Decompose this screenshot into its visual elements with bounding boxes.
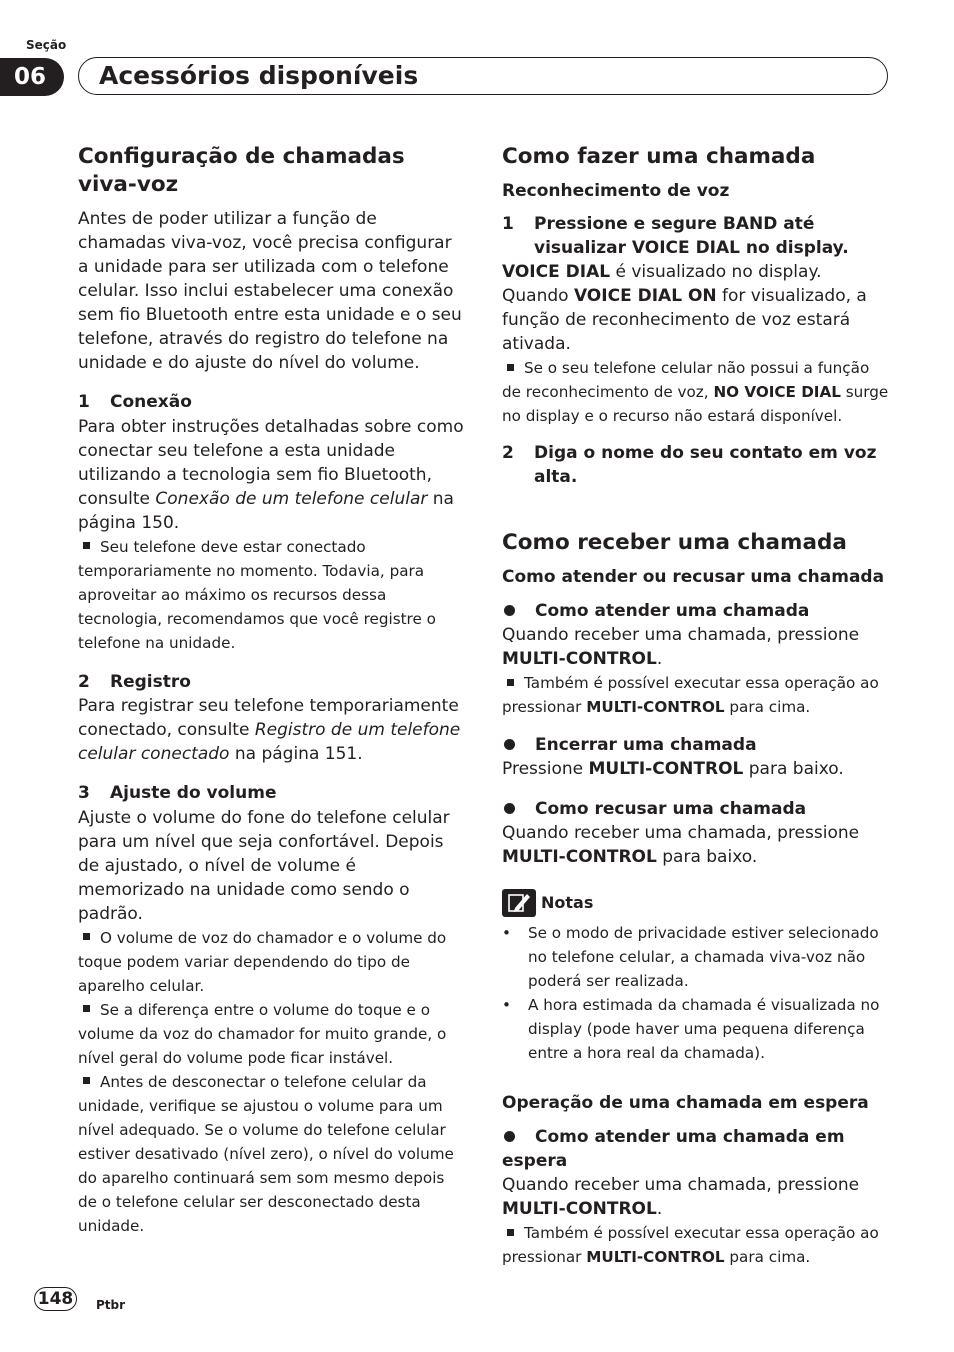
right-column [502,143,890,1269]
bullet-dot-icon [504,1131,515,1142]
note-square-icon [507,1229,514,1236]
end-call-heading: Encerrar uma chamada [502,733,890,757]
answer-call-note: Também é possível executar essa operação ao pressionar MULTI-CONTROL para cima. [502,674,879,716]
voice-step-1-note: Se o seu telefone celular não possui a função de reconhecimento de voz, NO VOICE DIAL surge no display e o recurso não estará disponível. [502,359,889,425]
answer-waiting-heading: Como atender uma chamada em espera [502,1127,845,1171]
answer-waiting-text: Quando receber uma chamada, pressione MULTI-CONTROL. [502,1175,860,1219]
answer-call-text: Quando receber uma chamada, pressione MULTI-CONTROL. [502,625,860,669]
answer-reject-subheading: Como atender ou recusar uma chamada [502,567,885,587]
language-code: Ptbr [96,1298,126,1312]
voice-step-2-heading: 2 Diga o nome do seu contato em voz alta. [502,443,877,487]
notes-header: Notas [502,889,890,917]
step-connection-heading: 1 Conexão [78,392,192,412]
step-register-text: Para registrar seu telefone temporariamente conectado, consulte Registro de um telefone celular conectado na página 151. [78,696,461,764]
answer-call-heading: Como atender uma chamada [502,599,890,623]
note-square-icon [507,679,514,686]
make-call-heading: Como fazer uma chamada [502,144,816,169]
register-page-ref: Registro de um telefone celular conectado [78,720,461,764]
step-connection-text: Para obter instruções detalhadas sobre como conectar seu telefone a esta unidade utilizando a tecnologia sem fio Bluetooth, consulte Conexão de um telefone celular na página 150. [78,416,464,533]
left-column [78,143,466,1238]
volume-note-2: Se a diferença entre o volume do toque e o volume da voz do chamador for muito grande, o nível geral do volume pode ficar instável. [78,1000,447,1067]
notes-list [502,921,890,1065]
voice-step-1-heading: 1 Pressione e segure BAND até visualizar VOICE DIAL no display. [502,214,849,258]
voice-recognition-subheading: Reconhecimento de voz [502,181,730,201]
setup-intro: Antes de poder utilizar a função de chamadas viva-voz, você precisa configurar a unidade para ser utilizada com o telefone celular. Isso inclui estabelecer uma conexão sem fio Bluetooth entre esta unidade e o seu telefone, através do registro do telefone na unidade e do ajuste do nível do volume. [78,209,462,373]
receive-call-heading: Como receber uma chamada [502,530,847,555]
step-register-heading: 2 Registro [78,671,191,692]
note-square-icon [507,364,514,371]
page-number: 148 [34,1287,77,1311]
step-connection-note: Seu telefone deve estar conectado temporariamente no momento. Todavia, para aproveitar ao máximo os recursos dessa tecnologia, recomendamos que você registre o telefone na unidade. [78,537,436,652]
connection-page-ref: Conexão de um telefone celular [155,488,428,509]
setup-heading: Configuração de chamadas viva-voz [78,144,405,197]
volume-note-1: O volume de voz do chamador e o volume do toque podem variar dependendo do tipo de aparelho celular. [78,928,447,995]
reject-call-heading: Como recusar uma chamada [502,797,890,821]
step-volume-heading: 3 Ajuste do volume [78,783,277,803]
note-square-icon [83,933,90,940]
step-volume-text: Ajuste o volume do fone do telefone celular para um nível que seja confortável. Depois de ajustado, o nível de volume é memorizado na unidade como sendo o padrão. [78,807,450,924]
note-square-icon [83,1005,90,1012]
section-number-badge: 06 [0,58,64,96]
bullet-dot-icon [504,803,515,814]
section-label: Seção [26,38,67,52]
note-item: • Se o modo de privacidade estiver selecionado no telefone celular, a chamada viva-voz não poderá ser realizada. [502,924,879,990]
voice-step-1-text: VOICE DIAL é visualizado no display. Quando VOICE DIAL ON for visualizado, a função de reconhecimento de voz estará ativada. [502,262,867,354]
section-title-bar [78,57,888,95]
call-waiting-subheading: Operação de uma chamada em espera [502,1093,869,1113]
bullet-dot-icon [504,605,515,616]
note-square-icon [83,542,90,549]
reject-call-text: Quando receber uma chamada, pressione MULTI-CONTROL para baixo. [502,823,860,867]
note-item: • A hora estimada da chamada é visualizada no display (pode haver uma pequena diferença entre a hora real da chamada). [502,996,880,1062]
end-call-text: Pressione MULTI-CONTROL para baixo. [502,759,844,779]
volume-note-3: Antes de desconectar o telefone celular da unidade, verifique se ajustou o volume para um nível adequado. Se o volume do telefone celular estiver desativado (nível zero), o nível do volume do aparelho continuará sem som mesmo depois de o telefone celular ser desconectado desta unidade. [78,1072,454,1235]
pencil-note-icon [502,889,536,917]
note-square-icon [83,1077,90,1084]
section-title: Acessórios disponíveis [99,61,419,90]
bullet-dot-icon [504,739,515,750]
answer-waiting-note: Também é possível executar essa operação ao pressionar MULTI-CONTROL para cima. [502,1224,879,1266]
